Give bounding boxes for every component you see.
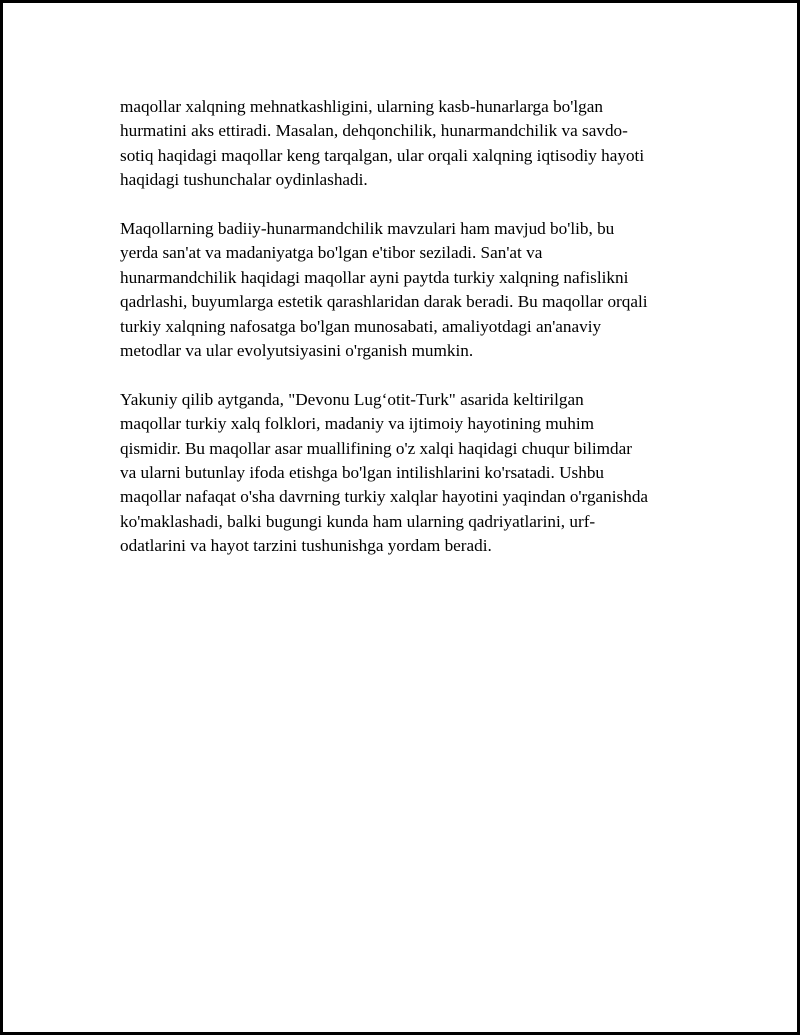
paragraph-1 xyxy=(120,95,700,193)
text-line: odatlarini va hayot tarzini tushunishga yordam beradi. xyxy=(120,536,492,556)
paragraph-3 xyxy=(120,388,700,559)
text-line: ko'maklashadi, balki bugungi kunda ham ularning qadriyatlarini, urf- xyxy=(120,511,596,531)
text-line: metodlar va ular evolyutsiyasini o'rganish mumkin. xyxy=(120,341,474,361)
text-line: maqollar nafaqat o'sha davrning turkiy xalqlar hayotini yaqindan o'rganishda xyxy=(120,487,649,507)
text-line: hunarmandchilik haqidagi maqollar ayni paytda turkiy xalqning nafislikni xyxy=(120,267,629,287)
text-line: maqollar turkiy xalq folklori, madaniy va ijtimoiy hayotining muhim xyxy=(120,414,595,434)
text-line: haqidagi tushunchalar oydinlashadi. xyxy=(120,170,368,190)
document-body xyxy=(120,95,700,583)
text-line: hurmatini aks ettiradi. Masalan, dehqonchilik, hunarmandchilik va savdo- xyxy=(120,121,628,141)
text-line: va ularni butunlay ifoda etishga bo'lgan intilishlarini ko'rsatadi. Ushbu xyxy=(120,463,605,483)
text-line: turkiy xalqning nafosatga bo'lgan munosabati, amaliyotdagi an'anaviy xyxy=(120,316,602,336)
text-line: qismidir. Bu maqollar asar muallifining o'z xalqi haqidagi chuqur bilimdar xyxy=(120,438,632,458)
text-line: sotiq haqidagi maqollar keng tarqalgan, ular orqali xalqning iqtisodiy hayoti xyxy=(120,145,645,165)
text-line: Yakuniy qilib aytganda, "Devonu Lug‘otit-Turk" asarida keltirilgan xyxy=(120,389,584,409)
text-line: Maqollarning badiiy-hunarmandchilik mavzulari ham mavjud bo'lib, bu xyxy=(120,219,615,239)
text-line: qadrlashi, buyumlarga estetik qarashlaridan darak beradi. Bu maqollar orqali xyxy=(120,292,648,312)
text-line: maqollar xalqning mehnatkashligini, ularning kasb-hunarlarga bo'lgan xyxy=(120,97,603,116)
text-line: yerda san'at va madaniyatga bo'lgan e'tibor seziladi. San'at va xyxy=(120,243,543,263)
paragraph-2 xyxy=(120,217,700,363)
